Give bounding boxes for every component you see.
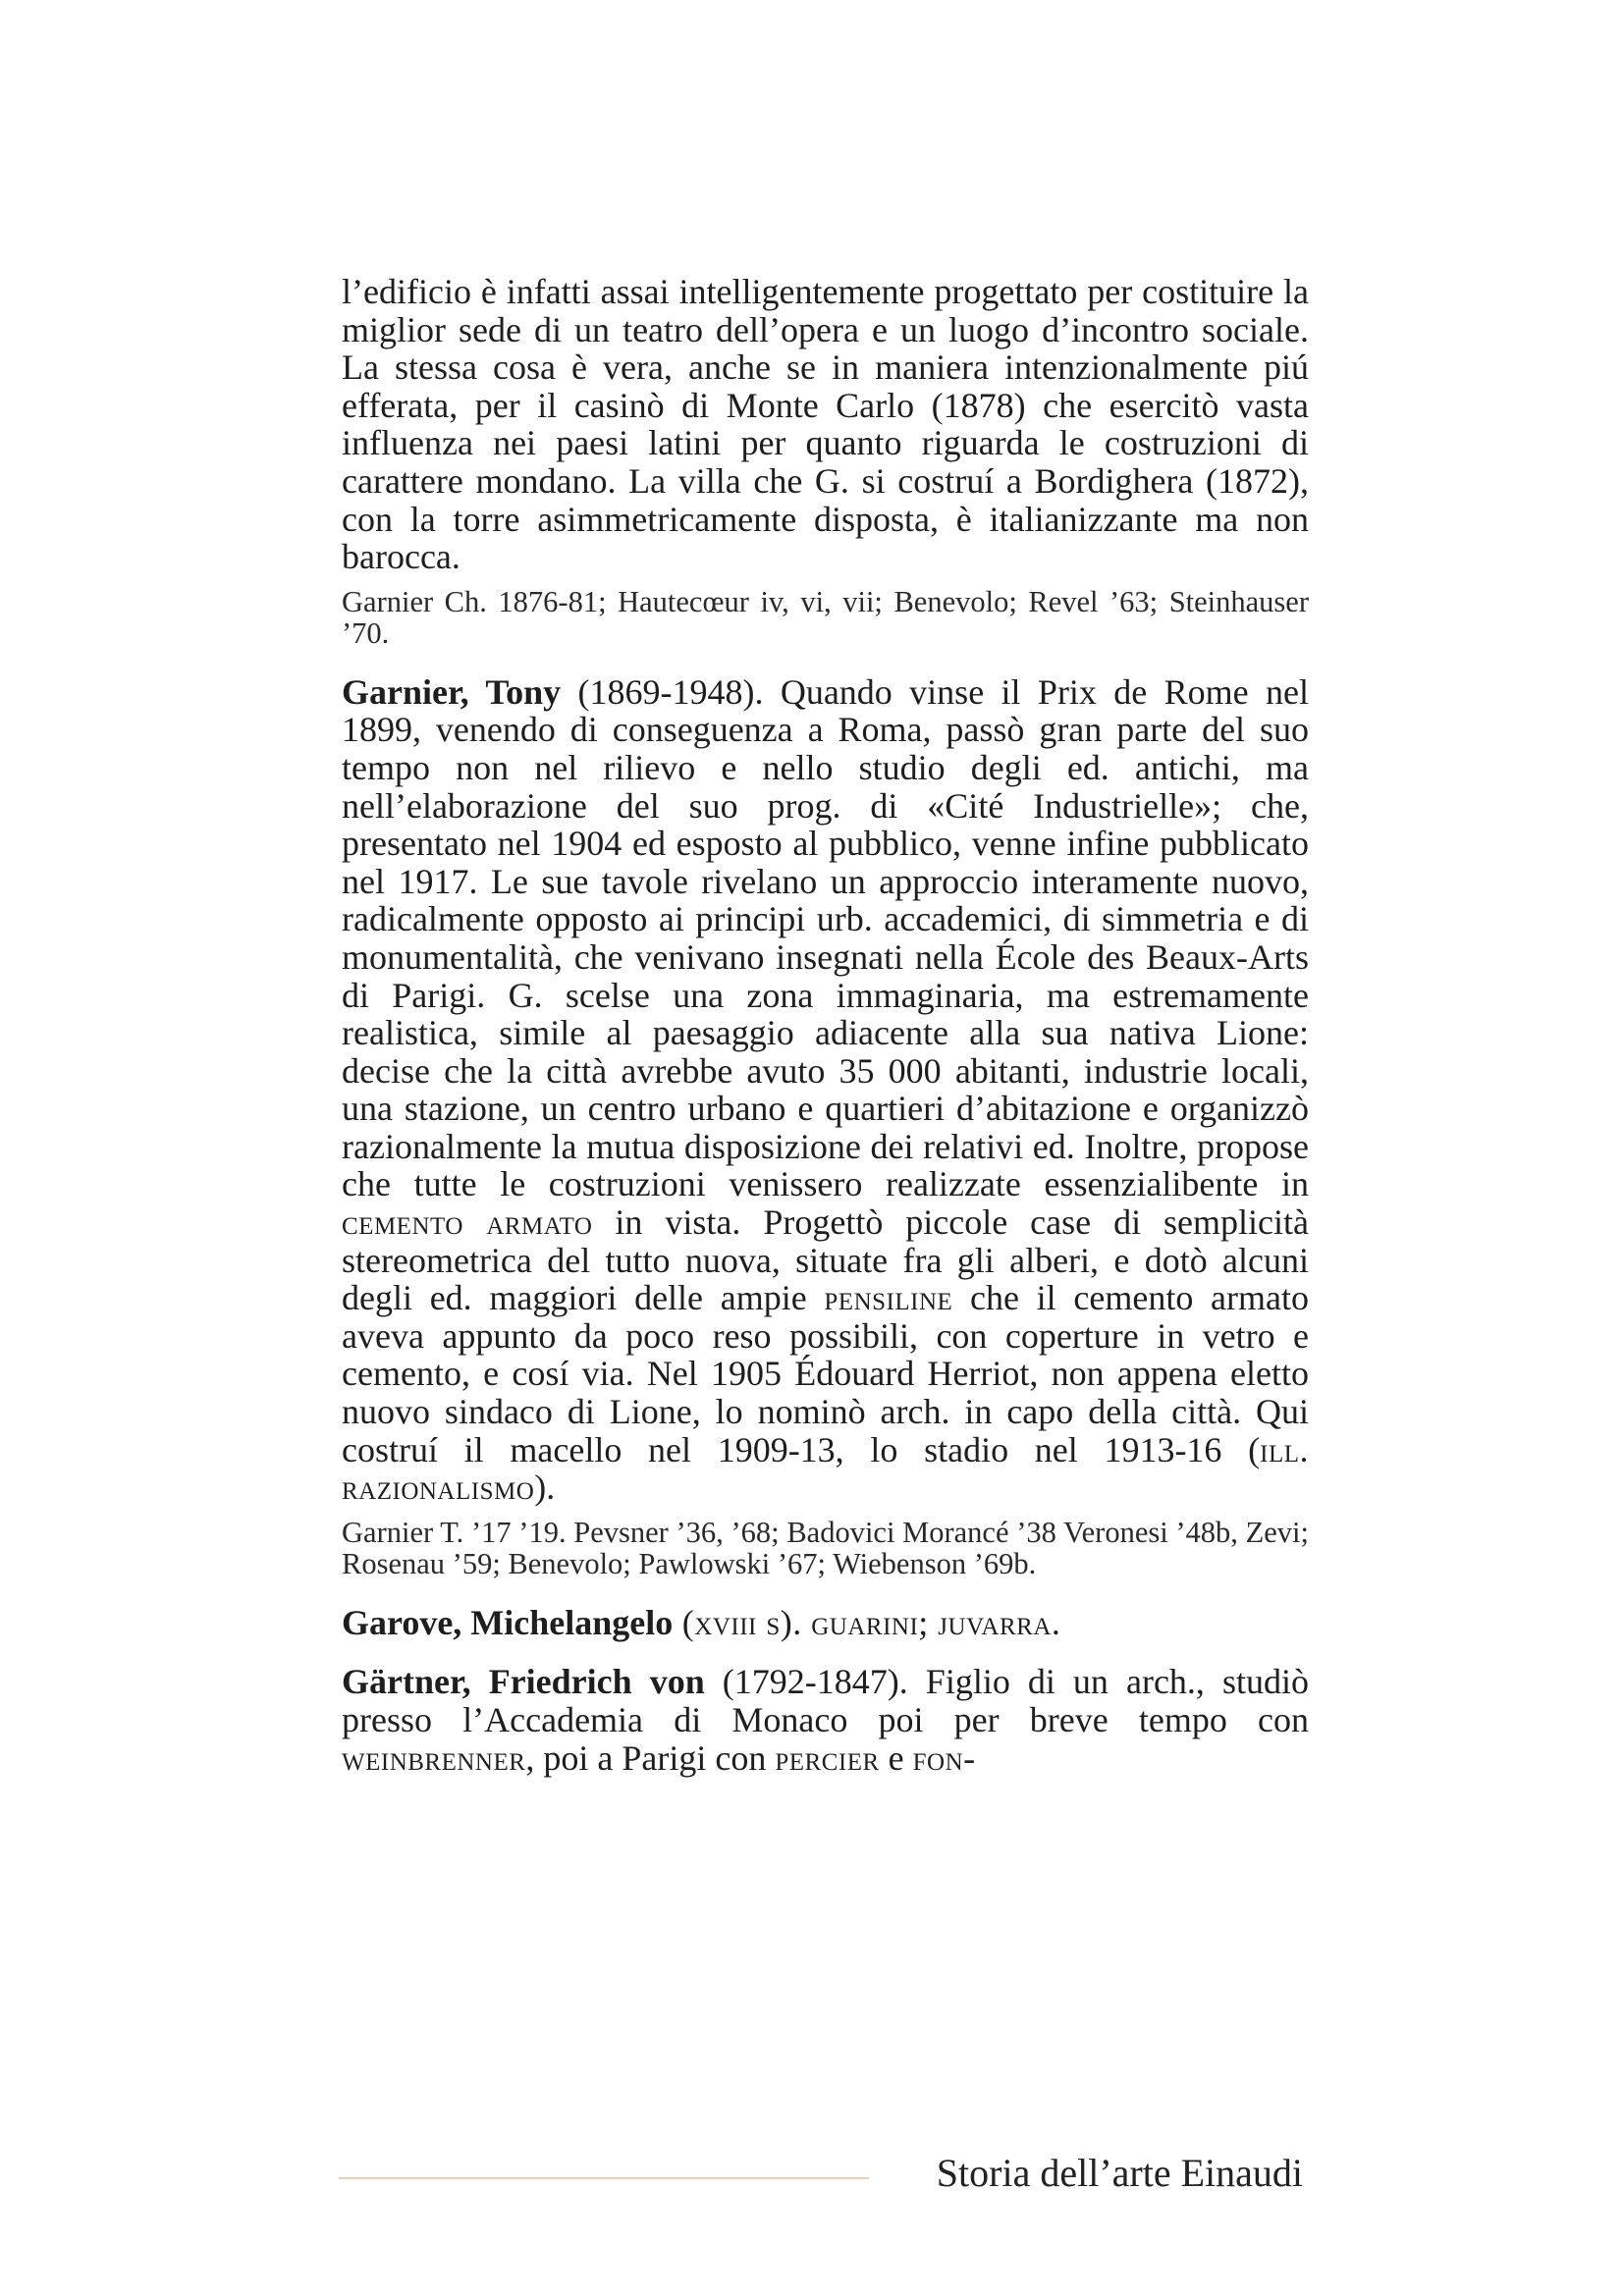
- entry-text: in vista. Progettò piccole case di semplicità stereometrica del tutto nuova, situate fra gli alberi, e dotò alcuni degli ed. maggiori delle ampie: [342, 1202, 1309, 1318]
- entry-dates: (1792-1847).: [704, 1662, 926, 1702]
- entry-text: Quando vinse il Prix de Rome nel 1899, venendo di conseguenza a Roma, passò gran parte del suo tempo non nel rilievo e nello studio degli ed. antichi, ma nell’elaborazione del suo prog. di «Cité Industrielle»; che, presentato nel 1904 ed esposto al pubblico, venne infine pubblicato nel 1917. Le sue tavole rivelano un approccio interamente nuovo, radicalmente opposto ai principi urb. accademici, di simmetria e di monumentalità, che venivano insegnati nella École des Beaux-Arts di Parigi. G. scelse una zona immaginaria, ma estremamente realistica, simile al paesaggio adiacente alla sua nativa Lione: decise che la città avrebbe avuto 35 000 abitanti, industrie locali, una stazione, un centro urbano e quartieri d’abitazione e organizzò razionalmente la mutua disposizione dei relativi ed. Inoltre, propose che tutte le costruzioni venissero realizzate essenzialibente in: [342, 671, 1310, 1204]
- cross-reference[interactable]: cemento armato: [342, 1202, 593, 1243]
- cross-reference[interactable]: weinbrenner: [342, 1737, 526, 1778]
- cross-reference[interactable]: pensiline: [824, 1278, 953, 1318]
- intro-references: Garnier Ch. 1876-81; Hautecœur iv, vi, vii; Benevolo; Revel ’63; Steinhauser ’70.: [342, 584, 1309, 651]
- page-footer: [339, 2150, 1311, 2209]
- entry-heading: Gärtner, Friedrich von: [342, 1662, 705, 1702]
- entry-text: e: [879, 1737, 913, 1778]
- text-column: [342, 273, 1309, 1777]
- entry-garove: [342, 1604, 1309, 1642]
- entry-heading: Garove, Michelangelo: [342, 1602, 674, 1642]
- entry-text: che il cemento armato aveva appunto da poco reso possibili, con coperture in vetro e cemento, e cosí via. Nel 1905 Édouard Herriot, non appena eletto nuovo sindaco di Lione, lo nominò arch. in capo della città. Qui costruí il macello nel 1909-13, lo stadio nel 1913-16 (: [342, 1278, 1309, 1469]
- cross-reference[interactable]: percier: [775, 1737, 880, 1778]
- footer-rule: [339, 2177, 869, 2179]
- entry-dates: (xviii s).: [673, 1602, 812, 1642]
- footer-brand: Storia dell’arte Einaudi: [936, 2151, 1303, 2195]
- entry-text: Figlio di un arch., studiò presso l’Accademia di Monaco poi per breve tempo con: [342, 1662, 1309, 1739]
- cross-reference[interactable]: guarini; juvarra.: [811, 1602, 1061, 1642]
- entry-text: ).: [534, 1468, 556, 1508]
- cross-reference[interactable]: ill. razionalismo: [342, 1429, 1309, 1508]
- entry-garnier-tony: [342, 673, 1309, 1507]
- entry-dates: (1869-1948).: [561, 671, 781, 712]
- intro-paragraph: l’edificio è infatti assai intelligentemente progettato per costituire la miglior sede di un teatro dell’opera e un luogo d’incontro sociale. La stessa cosa è vera, anche se in maniera intenzionalmente piú efferata, per il casinò di Monte Carlo (1878) che esercitò vasta influenza nei paesi latini per quanto riguarda le costruzioni di carattere mondano. La villa che G. si costruí a Bordighera (1872), con la torre asimmetricamente disposta, è italianizzante ma non barocca.: [342, 272, 1309, 577]
- cross-reference[interactable]: fon-: [912, 1737, 976, 1778]
- entry-gartner: [342, 1663, 1309, 1777]
- entry-text: , poi a Parigi con: [525, 1737, 776, 1778]
- entry-heading: Garnier, Tony: [342, 671, 562, 712]
- garnier-tony-references: Garnier T. ’17 ’19. Pevsner ’36, ’68; Badovici Morancé ’38 Veronesi ’48b, Zevi; Rosenau ’59; Benevolo; Pawlowski ’67; Wiebenson ’69b.: [342, 1515, 1309, 1581]
